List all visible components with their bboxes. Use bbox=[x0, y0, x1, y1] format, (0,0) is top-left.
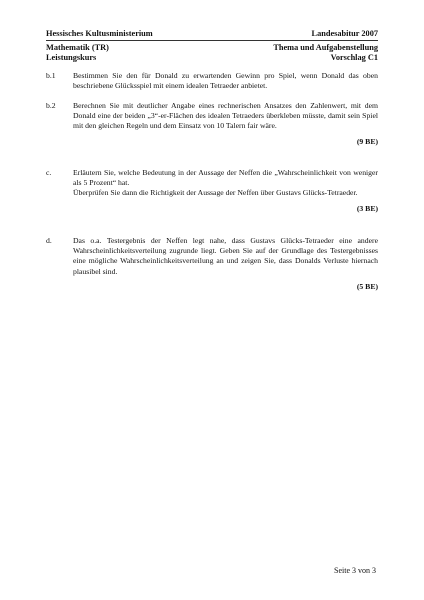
proposal-label: Vorschlag C1 bbox=[330, 53, 378, 62]
task-text: Überprüfen Sie dann die Richtigkeit der Aussage der Neffen über Gustavs Glücks-Tetraeder. bbox=[73, 188, 358, 198]
header-row-2 bbox=[46, 43, 378, 53]
subject-name: Mathematik (TR) bbox=[46, 43, 109, 52]
exam-name: Landesabitur 2007 bbox=[311, 29, 378, 38]
task-label: b.2 bbox=[46, 101, 56, 110]
task-text: Bestimmen Sie den für Donald zu erwartenden Gewinn pro Spiel, wenn Donald das oben beschriebene Glücksspiel mit einem idealen Tetraeder anbietet. bbox=[73, 71, 378, 91]
task-d bbox=[46, 236, 378, 292]
task-b2 bbox=[46, 101, 378, 147]
task-label: d. bbox=[46, 236, 52, 245]
task-label: c. bbox=[46, 168, 52, 177]
course-name: Leistungskurs bbox=[46, 53, 97, 62]
task-text: Das o.a. Testergebnis der Neffen legt nahe, dass Gustavs Glücks-Tetraeder eine andere Wahrscheinlichkeitsverteilung zugrunde liegt. Geben Sie auf der Grundlage des Testergebnisses eine mögliche Wahrscheinlichkeitsverteilung an und zeigen Sie, dass Donalds Verluste hiernach plausibel sind. bbox=[73, 236, 378, 276]
points-badge: (9 BE) bbox=[356, 136, 378, 146]
topic-label: Thema und Aufgabenstellung bbox=[273, 43, 378, 52]
ministry-name: Hessisches Kultusministerium bbox=[46, 29, 153, 38]
task-b1 bbox=[46, 71, 378, 91]
header-row-3 bbox=[46, 53, 378, 63]
task-label: b.1 bbox=[46, 71, 56, 80]
header-rule bbox=[46, 40, 378, 41]
task-c bbox=[46, 168, 378, 214]
task-text: Erläutern Sie, welche Bedeutung in der Aussage der Neffen die „Wahrscheinlichkeit von weniger als 5 Prozent“ hat. bbox=[73, 168, 378, 188]
header-row-1 bbox=[46, 29, 378, 39]
page-number: Seite 3 von 3 bbox=[334, 566, 376, 575]
points-badge: (5 BE) bbox=[356, 281, 378, 291]
points-badge: (3 BE) bbox=[356, 203, 378, 213]
task-text: Berechnen Sie mit deutlicher Angabe eines rechnerischen Ansatzes den Zahlenwert, mit dem Donald eine der beiden „3“-er-Flächen des idealen Tetraeders überkleben müsste, damit sein Spiel mit den gleichen Regeln und dem Einsatz von 10 Talern fair wäre. bbox=[73, 101, 378, 131]
